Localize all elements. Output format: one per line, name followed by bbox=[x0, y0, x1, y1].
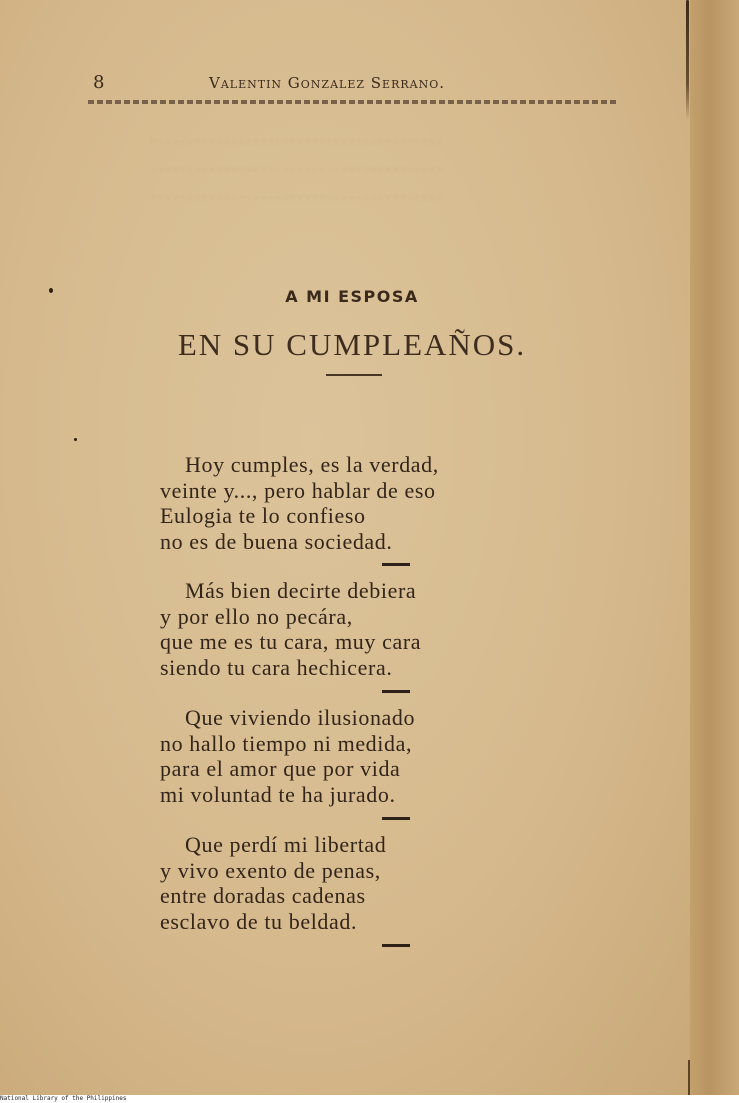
verse-line: Eulogia te lo confieso bbox=[160, 503, 366, 528]
verse-line: para el amor que por vida bbox=[160, 756, 401, 781]
poem-title: EN SU CUMPLEAÑOS. bbox=[177, 327, 527, 362]
verse-line: Hoy cumples, es la verdad, bbox=[185, 452, 439, 477]
verse-line: siendo tu cara hechicera. bbox=[160, 654, 393, 680]
stanza-separator bbox=[382, 944, 410, 947]
page-edge bbox=[690, 0, 739, 1095]
verse-line: Que perdí mi libertad bbox=[185, 832, 387, 857]
scan-credit: National Library of the Philippines bbox=[0, 1095, 739, 1103]
verse-line: y por ello no pecára, bbox=[160, 603, 353, 629]
page-number: 8 bbox=[93, 72, 105, 93]
poem-dedication: A MI ESPOSA bbox=[285, 287, 419, 306]
stanza-1 bbox=[160, 452, 580, 554]
verse-line: entre doradas cadenas bbox=[160, 883, 366, 908]
verse-line: Más bien decirte debiera bbox=[185, 578, 417, 603]
verse-line: y vivo exento de penas, bbox=[160, 857, 381, 883]
verse-line: Que viviendo ilusionado bbox=[185, 705, 416, 730]
stanza-3 bbox=[160, 705, 580, 807]
verse-line: veinte y..., pero hablar de eso bbox=[160, 477, 436, 503]
running-title: Valentin Gonzalez Serrano. bbox=[209, 74, 445, 92]
title-rule bbox=[326, 374, 382, 376]
verse-line: que me es tu cara, muy cara bbox=[160, 629, 422, 654]
stanza-separator bbox=[382, 563, 410, 566]
stanza-4 bbox=[160, 832, 580, 934]
header-rule bbox=[88, 100, 618, 104]
stanza-separator bbox=[382, 817, 410, 820]
binding-mark bbox=[688, 1060, 690, 1095]
page-header bbox=[93, 72, 613, 98]
verse-line: esclavo de tu beldad. bbox=[160, 908, 358, 934]
verse-line: no es de buena sociedad. bbox=[160, 528, 393, 554]
stanza-separator bbox=[382, 690, 410, 693]
ink-speck bbox=[74, 438, 77, 441]
stanza-2 bbox=[160, 578, 580, 680]
bleed-through-text: ········································ ········································ ········································ bbox=[150, 129, 444, 210]
verse-line: no hallo tiempo ni medida, bbox=[160, 730, 413, 756]
binding-mark bbox=[686, 0, 689, 120]
verse-line: mi voluntad te ha jurado. bbox=[160, 781, 396, 807]
